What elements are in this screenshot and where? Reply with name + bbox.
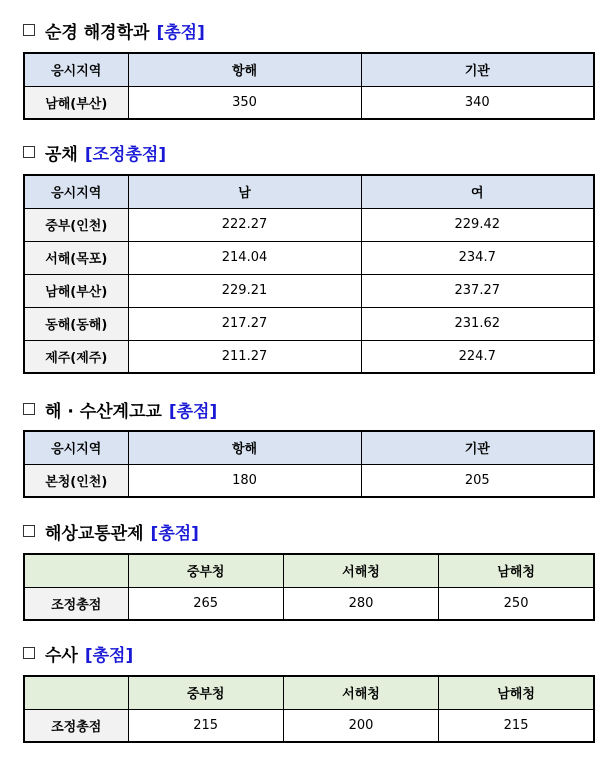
checkbox-icon — [23, 24, 35, 36]
checkbox-icon — [23, 146, 35, 158]
score-table-open-recruitment — [23, 174, 595, 374]
section-title-open-recruitment — [23, 141, 166, 163]
table-header-row — [24, 431, 594, 464]
header-cell: 항해 — [128, 53, 361, 86]
score-cell: 340 — [361, 86, 594, 119]
section-title-text: 공채 — [45, 144, 78, 165]
score-cell: 265 — [128, 587, 283, 620]
table-row — [24, 709, 594, 742]
header-cell: 응시지역 — [24, 175, 128, 208]
score-cell: 280 — [283, 587, 438, 620]
row-label: 제주(제주) — [24, 340, 128, 373]
checkbox-icon — [23, 403, 35, 415]
header-cell: 남해청 — [439, 554, 594, 587]
section-title-vessel-traffic-control — [23, 520, 199, 542]
table-row — [24, 340, 594, 373]
section-title-text: 수사 — [45, 645, 78, 666]
score-type-tag: [조정총점] — [84, 144, 167, 165]
section-title-maritime-high-school — [23, 398, 217, 420]
row-label: 조정총점 — [24, 587, 128, 620]
score-table-maritime-high-school — [23, 430, 595, 498]
score-cell: 350 — [128, 86, 361, 119]
table-row — [24, 241, 594, 274]
header-cell: 여 — [361, 175, 594, 208]
score-cell: 222.27 — [128, 208, 361, 241]
score-cell: 237.27 — [361, 274, 594, 307]
header-cell: 응시지역 — [24, 53, 128, 86]
score-cell: 211.27 — [128, 340, 361, 373]
table-row — [24, 307, 594, 340]
header-cell: 남 — [128, 175, 361, 208]
section-title-text: 해상교통관제 — [45, 523, 144, 544]
score-table-vessel-traffic-control — [23, 553, 595, 621]
score-cell: 180 — [128, 464, 361, 497]
table-header-row — [24, 554, 594, 587]
checkbox-icon — [23, 525, 35, 537]
score-cell: 205 — [361, 464, 594, 497]
row-label: 조정총점 — [24, 709, 128, 742]
header-cell: 서해청 — [283, 554, 438, 587]
table-row — [24, 464, 594, 497]
table-header-row — [24, 53, 594, 86]
row-label: 본청(인천) — [24, 464, 128, 497]
header-cell: 서해청 — [283, 676, 438, 709]
row-label: 서해(목포) — [24, 241, 128, 274]
table-header-row — [24, 676, 594, 709]
header-cell: 기관 — [361, 53, 594, 86]
table-row — [24, 587, 594, 620]
score-cell: 234.7 — [361, 241, 594, 274]
table-row — [24, 274, 594, 307]
score-type-tag: [총점] — [156, 22, 205, 43]
section-title-text: 해 · 수산계고교 — [45, 401, 162, 422]
header-cell — [24, 554, 128, 587]
row-label: 중부(인천) — [24, 208, 128, 241]
header-cell: 남해청 — [439, 676, 594, 709]
row-label: 동해(동해) — [24, 307, 128, 340]
score-cell: 200 — [283, 709, 438, 742]
score-cell: 250 — [439, 587, 594, 620]
section-title-coast-guard-dept — [23, 19, 205, 41]
score-cell: 215 — [128, 709, 283, 742]
table-row — [24, 208, 594, 241]
score-table-investigation — [23, 675, 595, 743]
score-type-tag: [총점] — [150, 523, 199, 544]
score-cell: 215 — [439, 709, 594, 742]
row-label: 남해(부산) — [24, 86, 128, 119]
checkbox-icon — [23, 647, 35, 659]
header-cell: 중부청 — [128, 554, 283, 587]
score-cell: 224.7 — [361, 340, 594, 373]
section-title-investigation — [23, 642, 133, 664]
header-cell — [24, 676, 128, 709]
score-cell: 231.62 — [361, 307, 594, 340]
score-table-coast-guard-dept — [23, 52, 595, 120]
header-cell: 항해 — [128, 431, 361, 464]
score-cell: 229.21 — [128, 274, 361, 307]
table-row — [24, 86, 594, 119]
section-title-text: 순경 해경학과 — [45, 22, 150, 43]
header-cell: 응시지역 — [24, 431, 128, 464]
score-cell: 229.42 — [361, 208, 594, 241]
table-header-row — [24, 175, 594, 208]
header-cell: 기관 — [361, 431, 594, 464]
row-label: 남해(부산) — [24, 274, 128, 307]
header-cell: 중부청 — [128, 676, 283, 709]
score-type-tag: [총점] — [84, 645, 134, 666]
score-cell: 217.27 — [128, 307, 361, 340]
score-cell: 214.04 — [128, 241, 361, 274]
score-type-tag: [총점] — [168, 401, 218, 422]
